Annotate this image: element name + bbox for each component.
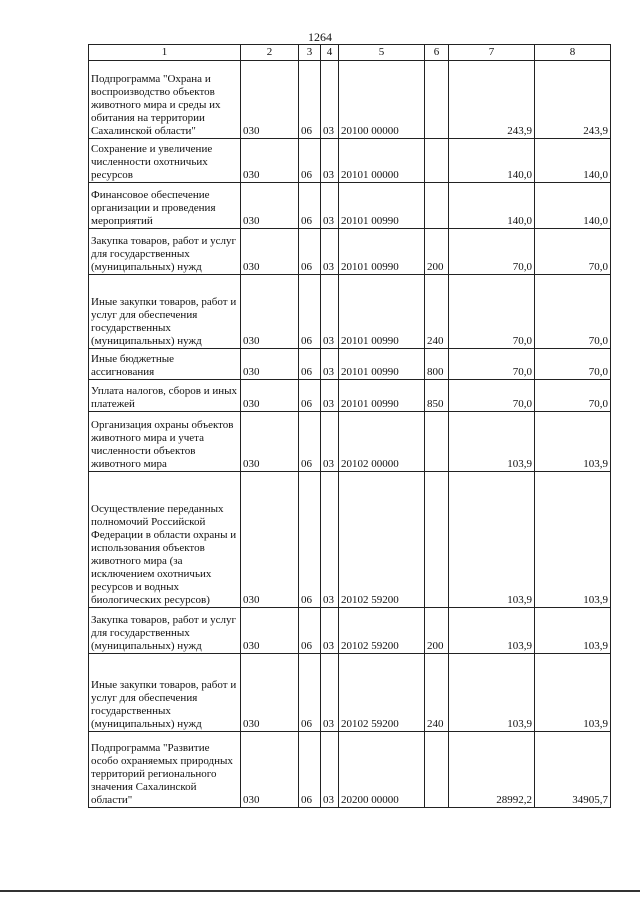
cell-subsection: 03 xyxy=(321,275,339,349)
row-name: Уплата налогов, сборов и иных платежей xyxy=(89,380,241,412)
row-name: Подпрограмма "Охрана и воспроизводство объектов животного мира и среды их обитания на территории Сахалинской области" xyxy=(89,61,241,139)
cell-subsection: 03 xyxy=(321,229,339,275)
table-row xyxy=(89,412,611,472)
cell-amount-1: 103,9 xyxy=(449,654,535,732)
cell-grbs: 030 xyxy=(241,139,299,183)
cell-expense-type: 800 xyxy=(425,349,449,380)
cell-expense-type xyxy=(425,412,449,472)
row-name: Иные закупки товаров, работ и услуг для обеспечения государственных (муниципальных) нужд xyxy=(89,275,241,349)
cell-amount-2: 103,9 xyxy=(535,608,611,654)
cell-amount-2: 70,0 xyxy=(535,275,611,349)
cell-expense-type xyxy=(425,183,449,229)
cell-amount-2: 70,0 xyxy=(535,349,611,380)
cell-amount-2: 70,0 xyxy=(535,229,611,275)
column-header: 4 xyxy=(321,45,339,61)
cell-target-article: 20102 59200 xyxy=(339,608,425,654)
cell-section: 06 xyxy=(299,472,321,608)
cell-expense-type xyxy=(425,139,449,183)
cell-grbs: 030 xyxy=(241,229,299,275)
row-name: Закупка товаров, работ и услуг для государственных (муниципальных) нужд xyxy=(89,608,241,654)
cell-amount-2: 103,9 xyxy=(535,412,611,472)
cell-amount-1: 103,9 xyxy=(449,608,535,654)
cell-amount-1: 140,0 xyxy=(449,183,535,229)
cell-amount-1: 140,0 xyxy=(449,139,535,183)
cell-grbs: 030 xyxy=(241,608,299,654)
cell-section: 06 xyxy=(299,275,321,349)
cell-subsection: 03 xyxy=(321,608,339,654)
cell-expense-type: 240 xyxy=(425,275,449,349)
cell-expense-type: 200 xyxy=(425,608,449,654)
budget-table xyxy=(88,44,611,808)
cell-subsection: 03 xyxy=(321,380,339,412)
cell-amount-1: 70,0 xyxy=(449,380,535,412)
cell-amount-2: 103,9 xyxy=(535,472,611,608)
cell-amount-1: 70,0 xyxy=(449,349,535,380)
cell-target-article: 20101 00990 xyxy=(339,275,425,349)
cell-amount-2: 243,9 xyxy=(535,61,611,139)
page-bottom-rule xyxy=(0,890,640,892)
cell-section: 06 xyxy=(299,380,321,412)
cell-subsection: 03 xyxy=(321,183,339,229)
table-row xyxy=(89,275,611,349)
cell-subsection: 03 xyxy=(321,61,339,139)
cell-amount-1: 70,0 xyxy=(449,275,535,349)
cell-amount-1: 28992,2 xyxy=(449,732,535,808)
cell-section: 06 xyxy=(299,654,321,732)
row-name: Организация охраны объектов животного мира и учета численности объектов животного мира xyxy=(89,412,241,472)
cell-target-article: 20101 00990 xyxy=(339,229,425,275)
table-row xyxy=(89,732,611,808)
cell-target-article: 20102 59200 xyxy=(339,654,425,732)
cell-amount-2: 70,0 xyxy=(535,380,611,412)
cell-section: 06 xyxy=(299,349,321,380)
cell-expense-type: 200 xyxy=(425,229,449,275)
column-header: 6 xyxy=(425,45,449,61)
cell-section: 06 xyxy=(299,229,321,275)
cell-amount-2: 103,9 xyxy=(535,654,611,732)
row-name: Осуществление переданных полномочий Российской Федерации в области охраны и использования объектов животного мира (за исключением охотничьих ресурсов и водных биологических ресурсов) xyxy=(89,472,241,608)
cell-section: 06 xyxy=(299,412,321,472)
cell-target-article: 20101 00990 xyxy=(339,349,425,380)
table-header-row xyxy=(89,45,611,61)
cell-subsection: 03 xyxy=(321,139,339,183)
table-row xyxy=(89,229,611,275)
row-name: Сохранение и увеличение численности охотничьих ресурсов xyxy=(89,139,241,183)
column-header: 3 xyxy=(299,45,321,61)
row-name: Иные бюджетные ассигнования xyxy=(89,349,241,380)
cell-grbs: 030 xyxy=(241,732,299,808)
cell-target-article: 20101 00990 xyxy=(339,380,425,412)
cell-section: 06 xyxy=(299,139,321,183)
cell-grbs: 030 xyxy=(241,380,299,412)
cell-subsection: 03 xyxy=(321,654,339,732)
table-row xyxy=(89,183,611,229)
table-row xyxy=(89,654,611,732)
table-row xyxy=(89,608,611,654)
cell-section: 06 xyxy=(299,61,321,139)
cell-expense-type: 240 xyxy=(425,654,449,732)
cell-grbs: 030 xyxy=(241,61,299,139)
column-header: 8 xyxy=(535,45,611,61)
cell-grbs: 030 xyxy=(241,275,299,349)
cell-subsection: 03 xyxy=(321,732,339,808)
cell-target-article: 20101 00000 xyxy=(339,139,425,183)
cell-amount-2: 140,0 xyxy=(535,139,611,183)
cell-expense-type xyxy=(425,732,449,808)
cell-amount-1: 103,9 xyxy=(449,412,535,472)
cell-grbs: 030 xyxy=(241,349,299,380)
cell-expense-type: 850 xyxy=(425,380,449,412)
cell-target-article: 20101 00990 xyxy=(339,183,425,229)
cell-amount-2: 34905,7 xyxy=(535,732,611,808)
row-name: Иные закупки товаров, работ и услуг для обеспечения государственных (муниципальных) нужд xyxy=(89,654,241,732)
cell-subsection: 03 xyxy=(321,472,339,608)
cell-subsection: 03 xyxy=(321,349,339,380)
cell-section: 06 xyxy=(299,732,321,808)
cell-target-article: 20102 59200 xyxy=(339,472,425,608)
table-row xyxy=(89,380,611,412)
column-header: 5 xyxy=(339,45,425,61)
cell-section: 06 xyxy=(299,183,321,229)
cell-amount-1: 243,9 xyxy=(449,61,535,139)
table-row xyxy=(89,61,611,139)
cell-expense-type xyxy=(425,61,449,139)
cell-section: 06 xyxy=(299,608,321,654)
cell-target-article: 20100 00000 xyxy=(339,61,425,139)
page-number: 1264 xyxy=(308,30,332,44)
cell-amount-1: 103,9 xyxy=(449,472,535,608)
cell-target-article: 20200 00000 xyxy=(339,732,425,808)
cell-expense-type xyxy=(425,472,449,608)
cell-grbs: 030 xyxy=(241,183,299,229)
table-row xyxy=(89,349,611,380)
row-name: Финансовое обеспечение организации и проведения мероприятий xyxy=(89,183,241,229)
column-header: 2 xyxy=(241,45,299,61)
cell-target-article: 20102 00000 xyxy=(339,412,425,472)
table-row xyxy=(89,472,611,608)
cell-amount-2: 140,0 xyxy=(535,183,611,229)
table-row xyxy=(89,139,611,183)
cell-grbs: 030 xyxy=(241,472,299,608)
column-header: 7 xyxy=(449,45,535,61)
column-header: 1 xyxy=(89,45,241,61)
cell-grbs: 030 xyxy=(241,412,299,472)
cell-subsection: 03 xyxy=(321,412,339,472)
row-name: Подпрограмма "Развитие особо охраняемых природных территорий регионального значения Сахалинской области" xyxy=(89,732,241,808)
row-name: Закупка товаров, работ и услуг для государственных (муниципальных) нужд xyxy=(89,229,241,275)
cell-grbs: 030 xyxy=(241,654,299,732)
cell-amount-1: 70,0 xyxy=(449,229,535,275)
